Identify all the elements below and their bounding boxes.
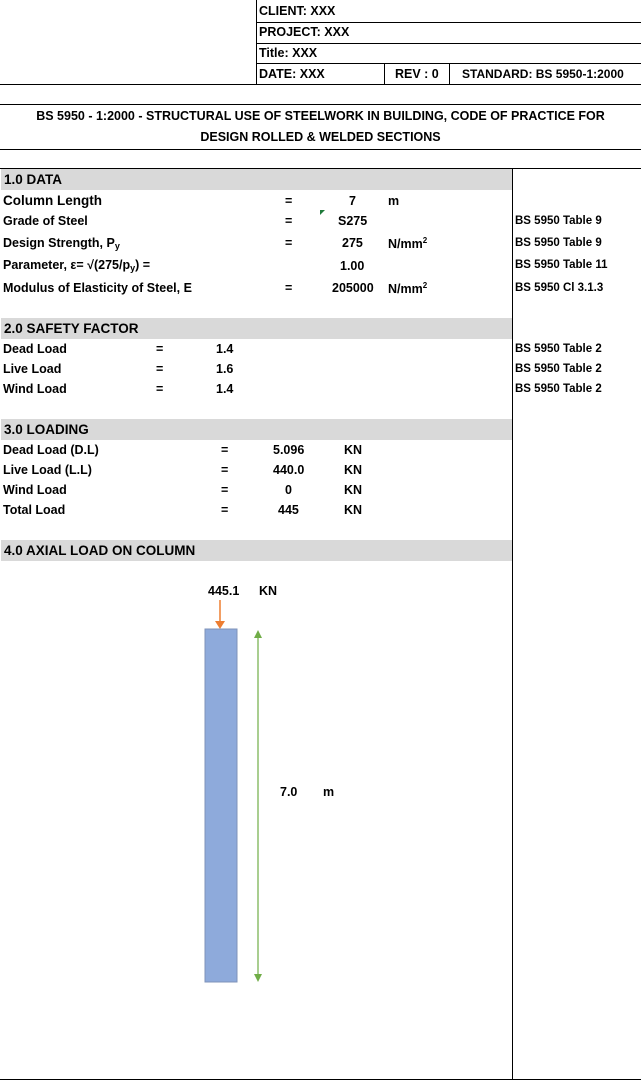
grade-of-steel-value: S275 [338, 214, 368, 228]
grade-of-steel-ref: BS 5950 Table 9 [515, 215, 602, 227]
wind-load-value: 0 [285, 483, 292, 497]
section-data-heading: 1.0 DATA [1, 169, 512, 190]
column-length-unit: m [388, 194, 400, 208]
live-load-value: 440.0 [273, 463, 305, 477]
column-length-label: Column Length [3, 193, 102, 208]
sf-dead-load-value: 1.4 [216, 342, 234, 356]
sf-live-load-ref: BS 5950 Table 2 [515, 363, 602, 375]
steel-column [205, 629, 237, 982]
load-arrow-head-icon [215, 621, 225, 629]
live-load-eq: = [221, 463, 229, 477]
dimension-arrow-top-icon [254, 630, 262, 638]
sf-wind-load-ref: BS 5950 Table 2 [515, 383, 602, 395]
design-strength-eq: = [285, 236, 293, 250]
design-strength-unit: $N/mm^2$ [388, 236, 428, 251]
title-field: Title: XXX [259, 46, 318, 60]
parameter-epsilon-label: Parameter, $\varepsilon= √(275/p_y)$ = [3, 258, 151, 273]
dead-load-unit: KN [344, 443, 363, 457]
sf-wind-load-label: Wind Load [3, 382, 67, 396]
dead-load-eq: = [221, 443, 229, 457]
total-load-unit: KN [344, 503, 363, 517]
date-field: DATE: XXX [259, 67, 325, 81]
column-length-value: 7 [349, 194, 356, 208]
parameter-epsilon-ref: BS 5950 Table 11 [515, 259, 608, 271]
sf-live-load-eq: = [156, 362, 164, 376]
wind-load-eq: = [221, 483, 229, 497]
sf-live-load-value: 1.6 [216, 362, 234, 376]
dead-load-label: Dead Load (D.L) [3, 443, 99, 457]
grade-of-steel-label: Grade of Steel [3, 214, 88, 228]
project-field: PROJECT: XXX [259, 25, 350, 39]
parameter-epsilon-value: 1.00 [340, 259, 365, 273]
modulus-elasticity-eq: = [285, 281, 293, 295]
sf-dead-load-ref: BS 5950 Table 2 [515, 343, 602, 355]
live-load-unit: KN [344, 463, 363, 477]
column-length-dimension-value: 7.0 [280, 785, 298, 799]
wind-load-label: Wind Load [3, 483, 67, 497]
grade-of-steel-eq: = [285, 214, 293, 228]
sf-dead-load-eq: = [156, 342, 164, 356]
doc-title-line1: BS 5950 - 1:2000 - STRUCTURAL USE OF STEELWORK IN BUILDING, CODE OF PRACTICE FOR [36, 109, 605, 123]
modulus-elasticity-unit: $N/mm^2$ [388, 281, 428, 296]
modulus-elasticity-value: 205000 [332, 281, 374, 295]
client-field: CLIENT: XXX [259, 4, 336, 18]
axial-load-value: 445.1 [208, 584, 240, 598]
design-strength-ref: BS 5950 Table 9 [515, 237, 602, 249]
section-safety-heading: 2.0 SAFETY FACTOR [1, 318, 512, 339]
dimension-arrow-bottom-icon [254, 974, 262, 982]
design-strength-value: 275 [342, 236, 363, 250]
total-load-value: 445 [278, 503, 299, 517]
column-length-eq: = [285, 194, 293, 208]
live-load-label: Live Load (L.L) [3, 463, 92, 477]
axial-load-unit: KN [259, 584, 278, 598]
rev-field: REV : 0 [395, 67, 439, 81]
dead-load-value: 5.096 [273, 443, 305, 457]
total-load-eq: = [221, 503, 229, 517]
standard-field: STANDARD: BS 5950-1:2000 [462, 67, 624, 81]
total-load-label: Total Load [3, 503, 66, 517]
sf-dead-load-label: Dead Load [3, 342, 67, 356]
modulus-elasticity-ref: BS 5950 Cl 3.1.3 [515, 282, 604, 294]
design-strength-label: Design Strength, $P_y$ [3, 236, 120, 251]
modulus-elasticity-label: Modulus of Elasticity of Steel, E [3, 281, 192, 295]
sf-wind-load-eq: = [156, 382, 164, 396]
doc-title-line2: DESIGN ROLLED & WELDED SECTIONS [200, 130, 441, 144]
section-loading-heading: 3.0 LOADING [1, 419, 512, 440]
wind-load-unit: KN [344, 483, 363, 497]
sf-live-load-label: Live Load [3, 362, 62, 376]
column-length-dimension-unit: m [323, 785, 335, 799]
section-axial-heading: 4.0 AXIAL LOAD ON COLUMN [1, 540, 512, 561]
sf-wind-load-value: 1.4 [216, 382, 234, 396]
